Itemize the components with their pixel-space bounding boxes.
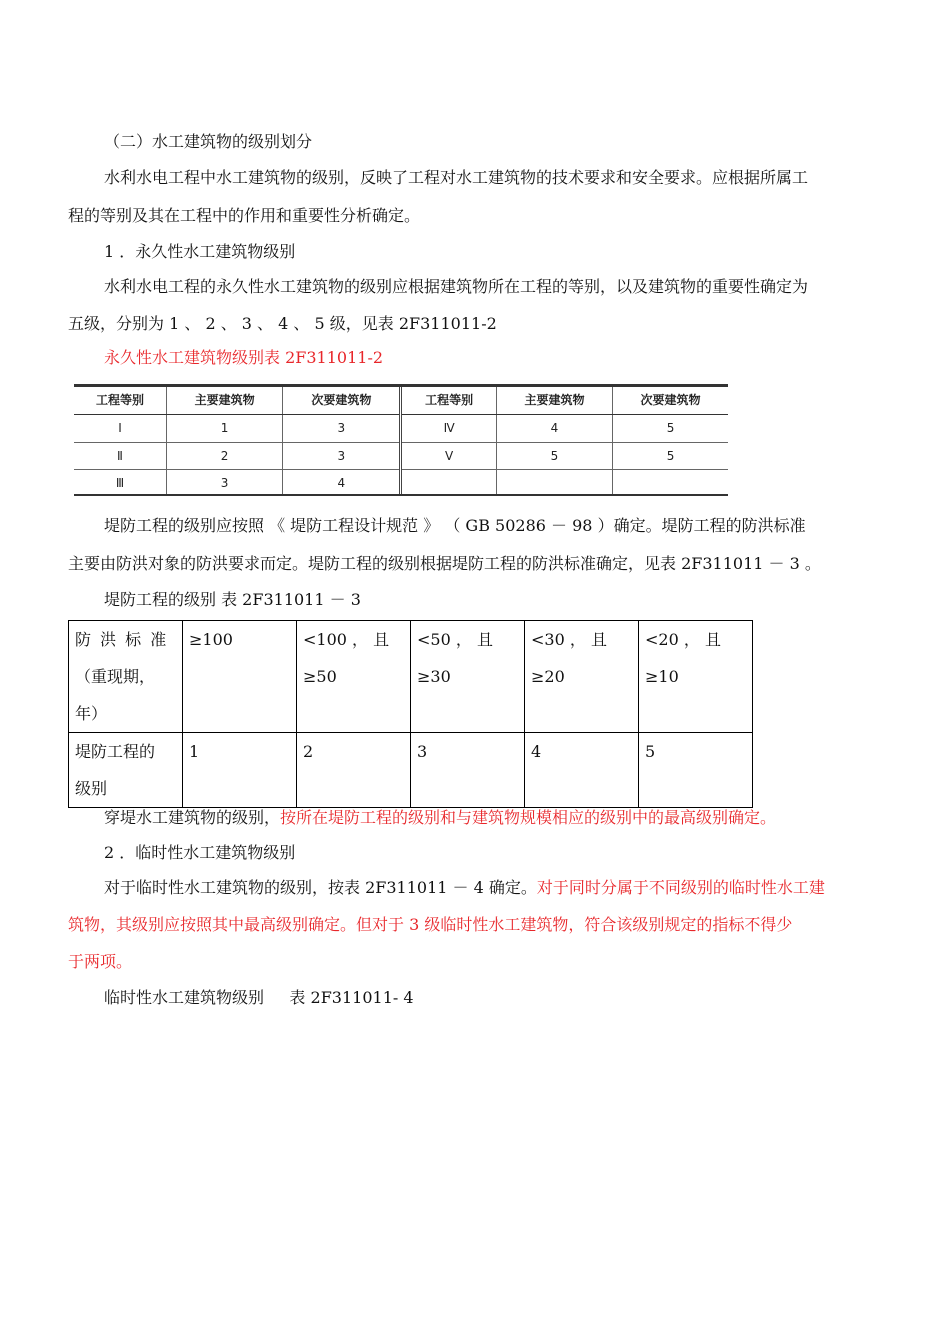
table-cell: Ⅳ — [401, 415, 496, 442]
table-cell — [639, 621, 753, 733]
table-cell — [411, 621, 525, 733]
table-header-cell: 次要建筑物 — [283, 384, 401, 415]
table-cell: 3 — [166, 469, 282, 496]
table-cell — [525, 621, 639, 733]
table-bottom-rule — [74, 494, 728, 496]
item-2-title: 2 ．临时性水工建筑物级别 — [104, 843, 296, 862]
paragraph-4-text: 穿堤水工建筑物的级别， — [104, 808, 281, 827]
cell-line: ≥30 — [417, 667, 451, 686]
table-2-caption: 永久性水工建筑物级别表 2F311011-2 — [104, 348, 384, 367]
table-header-cell: 工程等别 — [401, 384, 496, 415]
cell-line: <20 ， 且 — [645, 630, 721, 649]
table-3-caption: 堤防工程的级别 表 2F311011 － 3 — [104, 590, 361, 609]
paragraph-5-line-2: 筑物，其级别应按照其中最高级别确定。但对于 3 级临时性水工建筑物，符合该级别规定的指标不得少 — [68, 915, 793, 934]
table-cell: 3 — [283, 442, 401, 469]
paragraph-3-line-1: 堤防工程的级别应按照 《 堤防工程设计规范 》 （ GB 50286 － 98 ）确定。堤防工程的防洪标准 — [104, 516, 806, 535]
table-cell: Ⅰ — [74, 415, 166, 442]
table-cell: Ⅲ — [74, 469, 166, 496]
paragraph-2-line-1: 水利水电工程的永久性水工建筑物的级别应根据建筑物所在工程的等别，以及建筑物的重要性确定为 — [104, 277, 809, 296]
table-cell — [183, 621, 297, 733]
cell-line: ≥20 — [531, 667, 565, 686]
cell-line: 防 洪 标 准 — [75, 630, 169, 649]
table-cell — [69, 733, 183, 808]
table-cell — [297, 621, 411, 733]
paragraph-5-line-1 — [104, 878, 825, 898]
table-row — [69, 733, 753, 808]
cell-line: <100 ， 且 — [303, 630, 390, 649]
paragraph-2-line-2: 五级，分别为 1 、 2 、 3 、 4 、 5 级，见表 2F311011-2 — [68, 314, 497, 333]
cell-line: 年） — [75, 704, 108, 723]
paragraph-1-line-2: 程的等别及其在工程中的作用和重要性分析确定。 — [68, 206, 421, 225]
table-cell: 4 — [496, 415, 612, 442]
table-cell: 2 — [166, 442, 282, 469]
table-cell: 4 — [525, 733, 639, 808]
table-row — [74, 469, 728, 496]
item-1-title: 1 ．永久性水工建筑物级别 — [104, 242, 296, 261]
table-cell — [401, 469, 496, 496]
table-header-cell: 主要建筑物 — [496, 384, 612, 415]
paragraph-5-text: 对于临时性水工建筑物的级别，按表 2F311011 － 4 确定。 — [104, 878, 537, 897]
section-title: （二）水工建筑物的级别划分 — [104, 132, 313, 151]
table-cell — [496, 469, 612, 496]
table-row — [69, 621, 753, 733]
table-cell: 5 — [613, 415, 728, 442]
paragraph-5-line-3: 于两项。 — [68, 952, 133, 971]
levee-grade-table — [68, 620, 753, 808]
paragraph-1-line-1: 水利水电工程中水工建筑物的级别，反映了工程对水工建筑物的技术要求和安全要求。应根据所属工 — [104, 168, 809, 187]
cell-line: <30 ， 且 — [531, 630, 607, 649]
cell-line: （重现期， — [75, 667, 156, 686]
table-cell: 5 — [496, 442, 612, 469]
table-cell: 3 — [283, 415, 401, 442]
table-cell: 2 — [297, 733, 411, 808]
cell-line: ≥50 — [303, 667, 337, 686]
table-header-cell: 主要建筑物 — [166, 384, 282, 415]
cell-line: ≥100 — [189, 630, 233, 649]
table-cell: 5 — [639, 733, 753, 808]
paragraph-3-line-2: 主要由防洪对象的防洪要求而定。堤防工程的级别根据堤防工程的防洪标准确定，见表 2F311011 － 3 。 — [68, 554, 821, 573]
cell-line: 堤防工程的 — [75, 742, 156, 761]
paragraph-4 — [104, 808, 776, 828]
table-header-row — [74, 384, 728, 415]
table-cell: 5 — [613, 442, 728, 469]
table-row — [74, 415, 728, 442]
table-cell: 4 — [283, 469, 401, 496]
cell-line: <50 ， 且 — [417, 630, 493, 649]
cell-line: 级别 — [75, 779, 108, 798]
table-top-rule — [74, 384, 728, 387]
table-cell: 1 — [166, 415, 282, 442]
table-4-caption: 临时性水工建筑物级别 表 2F311011- 4 — [104, 988, 414, 1007]
table-cell: Ⅱ — [74, 442, 166, 469]
table-cell: Ⅴ — [401, 442, 496, 469]
table-row — [74, 442, 728, 469]
paragraph-4-highlight: 按所在堤防工程的级别和与建筑物规模相应的级别中的最高级别确定。 — [280, 808, 777, 827]
paragraph-5-highlight: 对于同时分属于不同级别的临时性水工建 — [536, 878, 825, 897]
table-cell — [613, 469, 728, 496]
table-cell: 3 — [411, 733, 525, 808]
table-cell — [69, 621, 183, 733]
table-header-cell: 工程等别 — [74, 384, 166, 415]
table-header-cell: 次要建筑物 — [613, 384, 728, 415]
table-cell: 1 — [183, 733, 297, 808]
permanent-building-grade-table — [74, 384, 728, 496]
cell-line: ≥10 — [645, 667, 679, 686]
